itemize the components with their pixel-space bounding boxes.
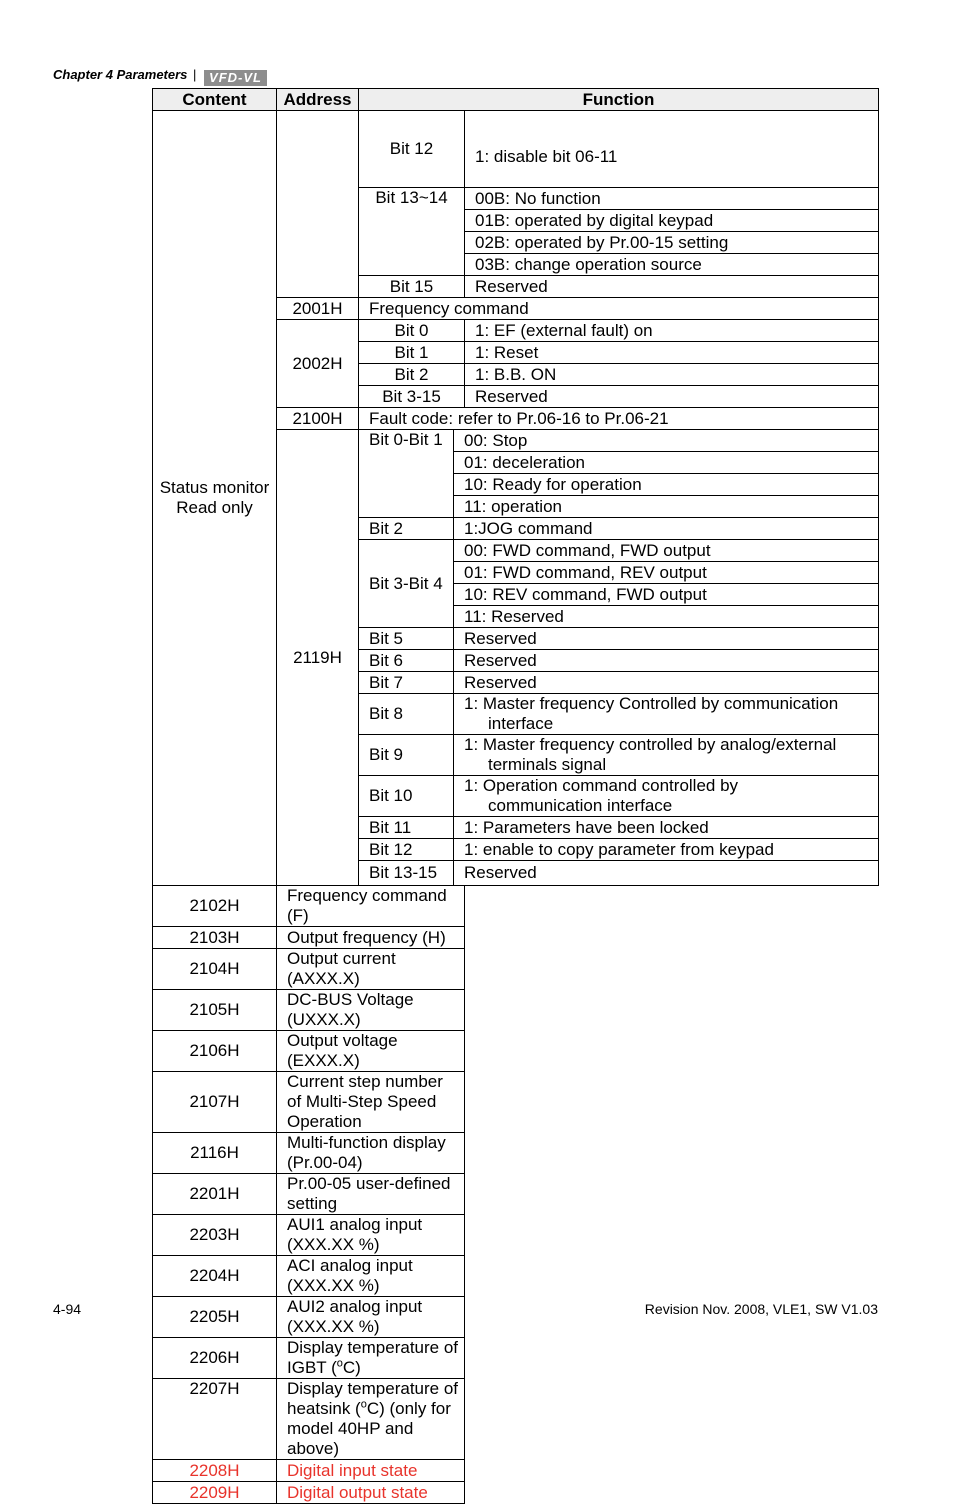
parameter-table bbox=[152, 88, 879, 1504]
bit-value: 00: FWD command, FWD output bbox=[454, 540, 879, 562]
bit-label: Bit 1 bbox=[359, 342, 465, 364]
address-cell: 2100H bbox=[277, 408, 359, 430]
chapter-title: Chapter 4 Parameters bbox=[53, 67, 188, 82]
bit-value-line: interface bbox=[488, 714, 554, 733]
bit-value: Reserved bbox=[454, 650, 879, 672]
function-cell: Digital output state bbox=[277, 1482, 465, 1504]
bit-label: Bit 11 bbox=[359, 817, 454, 839]
table-row bbox=[153, 1256, 879, 1297]
bit-label: Bit 9 bbox=[359, 735, 454, 776]
bit-label: Bit 0-Bit 1 bbox=[359, 430, 454, 518]
table-row bbox=[153, 1460, 879, 1482]
table-row bbox=[153, 886, 879, 927]
table-row bbox=[153, 1215, 879, 1256]
address-cell: 2205H bbox=[153, 1297, 277, 1338]
function-cell: AUI1 analog input (XXX.XX %) bbox=[277, 1215, 465, 1256]
table-row bbox=[153, 1338, 879, 1379]
bit-value: Reserved bbox=[454, 861, 879, 886]
function-cell: Fault code: refer to Pr.06-16 to Pr.06-21 bbox=[359, 408, 879, 430]
bit-value bbox=[454, 735, 879, 776]
address-cell: 2209H bbox=[153, 1482, 277, 1504]
function-cell: Pr.00-05 user-defined setting bbox=[277, 1174, 465, 1215]
address-cell: 2201H bbox=[153, 1174, 277, 1215]
table-row bbox=[153, 1482, 879, 1504]
bit-value-line: 1: Master frequency controlled by analog/external bbox=[464, 735, 837, 754]
address-cell: 2106H bbox=[153, 1031, 277, 1072]
address-cell: 2002H bbox=[277, 320, 359, 408]
bit-value: Reserved bbox=[465, 276, 879, 298]
bit-value: 1: EF (external fault) on bbox=[465, 320, 879, 342]
bit-label: Bit 13-15 bbox=[359, 861, 454, 886]
bit-label: Bit 5 bbox=[359, 628, 454, 650]
function-text: C) bbox=[342, 1358, 361, 1377]
bit-label: Bit 13~14 bbox=[359, 188, 465, 276]
bit-value: 1: Parameters have been locked bbox=[454, 817, 879, 839]
revision-note: Revision Nov. 2008, VLE1, SW V1.03 bbox=[644, 1301, 878, 1317]
bit-value: 1: enable to copy parameter from keypad bbox=[454, 839, 879, 861]
address-cell: 2119H bbox=[277, 430, 359, 886]
bit-value: Reserved bbox=[465, 386, 879, 408]
address-cell: 2116H bbox=[153, 1133, 277, 1174]
content-cell: Status monitor Read only bbox=[153, 111, 277, 886]
bit-value-line: terminals signal bbox=[488, 755, 607, 774]
address-cell bbox=[277, 111, 359, 298]
address-cell: 2207H bbox=[153, 1379, 277, 1460]
bit-label: Bit 12 bbox=[359, 839, 454, 861]
bit-value-line: 1: Operation command controlled by bbox=[464, 776, 739, 795]
address-cell: 2208H bbox=[153, 1460, 277, 1482]
bit-value-line: communication interface bbox=[488, 796, 673, 815]
table-row bbox=[153, 111, 879, 188]
table-row bbox=[153, 1031, 879, 1072]
function-cell: Multi-function display (Pr.00-04) bbox=[277, 1133, 465, 1174]
function-cell bbox=[277, 1379, 465, 1460]
bit-value: 1:JOG command bbox=[454, 518, 879, 540]
bit-value: 1: B.B. ON bbox=[465, 364, 879, 386]
bit-label: Bit 15 bbox=[359, 276, 465, 298]
bit-value: 11: operation bbox=[454, 496, 879, 518]
table-row bbox=[153, 1379, 879, 1460]
function-cell: Output voltage (EXXX.X) bbox=[277, 1031, 465, 1072]
bit-label: Bit 7 bbox=[359, 672, 454, 694]
function-cell bbox=[277, 1338, 465, 1379]
bit-value: Reserved bbox=[454, 672, 879, 694]
table-row bbox=[153, 1133, 879, 1174]
bit-value bbox=[454, 694, 879, 735]
table-row bbox=[153, 927, 879, 949]
degree-sup: o bbox=[336, 1357, 343, 1370]
bit-label: Bit 0 bbox=[359, 320, 465, 342]
bit-value: 00B: No function bbox=[465, 188, 879, 210]
bit-label: Bit 8 bbox=[359, 694, 454, 735]
function-cell: AUI2 analog input (XXX.XX %) bbox=[277, 1297, 465, 1338]
bit-label: Bit 6 bbox=[359, 650, 454, 672]
header-function: Function bbox=[359, 89, 879, 111]
header-content: Content bbox=[153, 89, 277, 111]
table-header-row bbox=[153, 89, 879, 111]
bit-value bbox=[454, 776, 879, 817]
function-cell: Frequency command (F) bbox=[277, 886, 465, 927]
address-cell: 2102H bbox=[153, 886, 277, 927]
function-cell: Output frequency (H) bbox=[277, 927, 465, 949]
address-cell: 2103H bbox=[153, 927, 277, 949]
address-cell: 2104H bbox=[153, 949, 277, 990]
header-separator: | bbox=[193, 67, 197, 82]
address-cell: 2204H bbox=[153, 1256, 277, 1297]
table-row bbox=[153, 949, 879, 990]
product-logo: VFD-VL bbox=[204, 70, 267, 86]
address-cell: 2203H bbox=[153, 1215, 277, 1256]
bit-value: 10: Ready for operation bbox=[454, 474, 879, 496]
table-row bbox=[153, 990, 879, 1031]
table-row bbox=[153, 1072, 879, 1133]
bit-value: 1: disable bit 06-11 bbox=[465, 111, 879, 188]
bit-value: 11: Reserved bbox=[454, 606, 879, 628]
bit-label: Bit 2 bbox=[359, 518, 454, 540]
bit-value-line: 1: Master frequency Controlled by communication bbox=[464, 694, 839, 713]
bit-value: Reserved bbox=[454, 628, 879, 650]
bit-label: Bit 12 bbox=[359, 111, 465, 188]
header-address: Address bbox=[277, 89, 359, 111]
function-text: Display temperature of heatsink ( bbox=[287, 1379, 459, 1418]
address-cell: 2206H bbox=[153, 1338, 277, 1379]
bit-label: Bit 3-15 bbox=[359, 386, 465, 408]
function-text: Display temperature of IGBT ( bbox=[287, 1338, 459, 1377]
function-text: C) (only for model 40HP and above) bbox=[287, 1399, 451, 1458]
chapter-header bbox=[53, 67, 267, 86]
page-number: 4-94 bbox=[53, 1301, 82, 1317]
bit-label: Bit 10 bbox=[359, 776, 454, 817]
bit-value: 03B: change operation source bbox=[465, 254, 879, 276]
bit-value: 00: Stop bbox=[454, 430, 879, 452]
function-cell: ACI analog input (XXX.XX %) bbox=[277, 1256, 465, 1297]
bit-value: 01: FWD command, REV output bbox=[454, 562, 879, 584]
function-cell: Digital input state bbox=[277, 1460, 465, 1482]
table-row bbox=[153, 1174, 879, 1215]
bit-label: Bit 2 bbox=[359, 364, 465, 386]
degree-sup: o bbox=[360, 1398, 367, 1411]
address-cell: 2107H bbox=[153, 1072, 277, 1133]
function-cell: Current step number of Multi-Step Speed Operation bbox=[277, 1072, 465, 1133]
bit-label: Bit 3-Bit 4 bbox=[359, 540, 454, 628]
bit-value: 01B: operated by digital keypad bbox=[465, 210, 879, 232]
bit-value: 01: deceleration bbox=[454, 452, 879, 474]
address-cell: 2105H bbox=[153, 990, 277, 1031]
bit-value: 02B: operated by Pr.00-15 setting bbox=[465, 232, 879, 254]
bit-value: 1: Reset bbox=[465, 342, 879, 364]
address-cell: 2001H bbox=[277, 298, 359, 320]
function-cell: DC-BUS Voltage (UXXX.X) bbox=[277, 990, 465, 1031]
bit-value: 10: REV command, FWD output bbox=[454, 584, 879, 606]
function-cell: Frequency command bbox=[359, 298, 879, 320]
function-cell: Output current (AXXX.X) bbox=[277, 949, 465, 990]
